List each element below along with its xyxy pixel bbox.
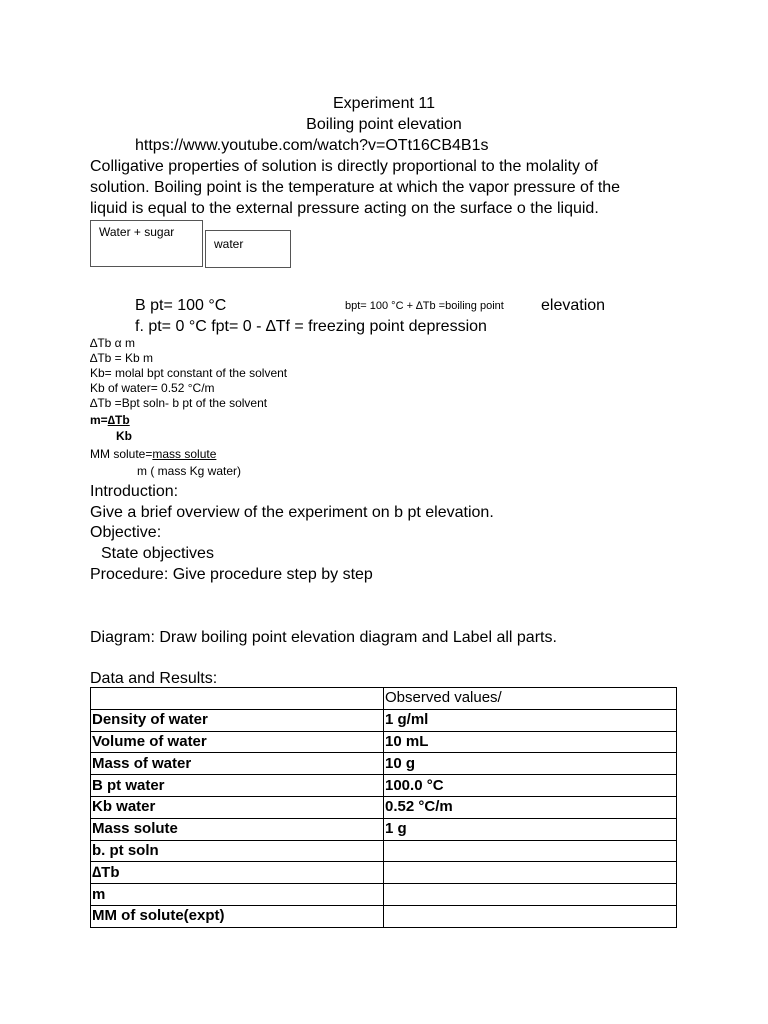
molality-formula — [90, 413, 130, 428]
table-cell-label: m — [91, 884, 384, 906]
table-cell-value — [384, 884, 677, 906]
water-label: water — [214, 237, 244, 251]
water-box — [205, 230, 291, 268]
table-cell-label: ∆Tb — [91, 862, 384, 884]
table-row — [91, 818, 677, 840]
video-link[interactable]: https://www.youtube.com/watch?v=OTt16CB4B1s — [135, 137, 489, 154]
formula-line: ∆Tb α m — [90, 336, 135, 350]
table-header-cell — [91, 688, 384, 710]
table-cell-label: Density of water — [91, 709, 384, 731]
paragraph-line-1: Colligative properties of solution is directly proportional to the molality of — [90, 158, 598, 175]
molality-prefix: m= — [90, 413, 108, 427]
molar-mass-prefix: MM solute= — [90, 447, 153, 461]
objective-heading: Objective: — [90, 524, 162, 541]
table-cell-value: 0.52 °C/m — [384, 796, 677, 818]
page-title: Experiment 11 — [333, 95, 435, 112]
procedure-line: Procedure: Give procedure step by step — [90, 566, 373, 583]
table-cell-value: 1 g — [384, 818, 677, 840]
table-row — [91, 796, 677, 818]
fpt-equation: f. pt= 0 °C fpt= 0 - ∆Tf = freezing point depression — [135, 318, 487, 335]
molar-mass-denominator: m ( mass Kg water) — [137, 464, 242, 478]
molality-denominator: Kb — [116, 429, 132, 443]
table-row — [91, 840, 677, 862]
table-cell-label: Kb water — [91, 796, 384, 818]
table-cell-value: 1 g/ml — [384, 709, 677, 731]
formula-line: Kb of water= 0.52 °C/m — [90, 381, 215, 395]
introduction-text: Give a brief overview of the experiment on b pt elevation. — [90, 504, 494, 521]
table-row — [91, 731, 677, 753]
water-sugar-box — [90, 220, 203, 267]
formula-line: Kb= molal bpt constant of the solvent — [90, 366, 288, 380]
molality-numerator: ∆Tb — [107, 413, 130, 427]
data-heading: Data and Results: — [90, 670, 218, 687]
paragraph-line-3: liquid is equal to the external pressure acting on the surface o the liquid. — [90, 200, 599, 217]
table-row — [91, 905, 677, 927]
table-cell-value: 10 g — [384, 753, 677, 775]
table-cell-label: b. pt soln — [91, 840, 384, 862]
table-header-cell: Observed values/ — [384, 688, 677, 710]
bpt-equation: B pt= 100 °C — [135, 297, 227, 314]
page-subtitle: Boiling point elevation — [306, 116, 462, 133]
formula-line: ∆Tb = Kb m — [90, 351, 154, 365]
table-row — [91, 775, 677, 797]
data-results-table — [90, 687, 677, 928]
table-cell-label: Mass of water — [91, 753, 384, 775]
formula-line: ∆Tb =Bpt soln- b pt of the solvent — [90, 396, 268, 410]
bpt-small-equation: bpt= 100 °C + ∆Tb =boiling point — [345, 300, 504, 312]
table-cell-label: Mass solute — [91, 818, 384, 840]
table-cell-label: Volume of water — [91, 731, 384, 753]
table-cell-value — [384, 862, 677, 884]
paragraph-line-2: solution. Boiling point is the temperature at which the vapor pressure of the — [90, 179, 621, 196]
diagram-line: Diagram: Draw boiling point elevation diagram and Label all parts. — [90, 629, 557, 646]
table-row — [91, 709, 677, 731]
table-row — [91, 753, 677, 775]
table-row — [91, 862, 677, 884]
table-cell-value — [384, 840, 677, 862]
bpt-elevation-word: elevation — [541, 297, 606, 314]
objective-text: State objectives — [101, 545, 214, 562]
table-cell-value: 10 mL — [384, 731, 677, 753]
table-cell-label: MM of solute(expt) — [91, 905, 384, 927]
water-sugar-label: Water + sugar — [99, 225, 175, 239]
table-cell-value — [384, 905, 677, 927]
table-row — [91, 884, 677, 906]
table-header-row — [91, 688, 677, 710]
table-cell-label: B pt water — [91, 775, 384, 797]
introduction-heading: Introduction: — [90, 483, 179, 500]
molar-mass-numerator: mass solute — [152, 447, 217, 461]
table-cell-value: 100.0 °C — [384, 775, 677, 797]
molar-mass-formula — [90, 447, 216, 462]
